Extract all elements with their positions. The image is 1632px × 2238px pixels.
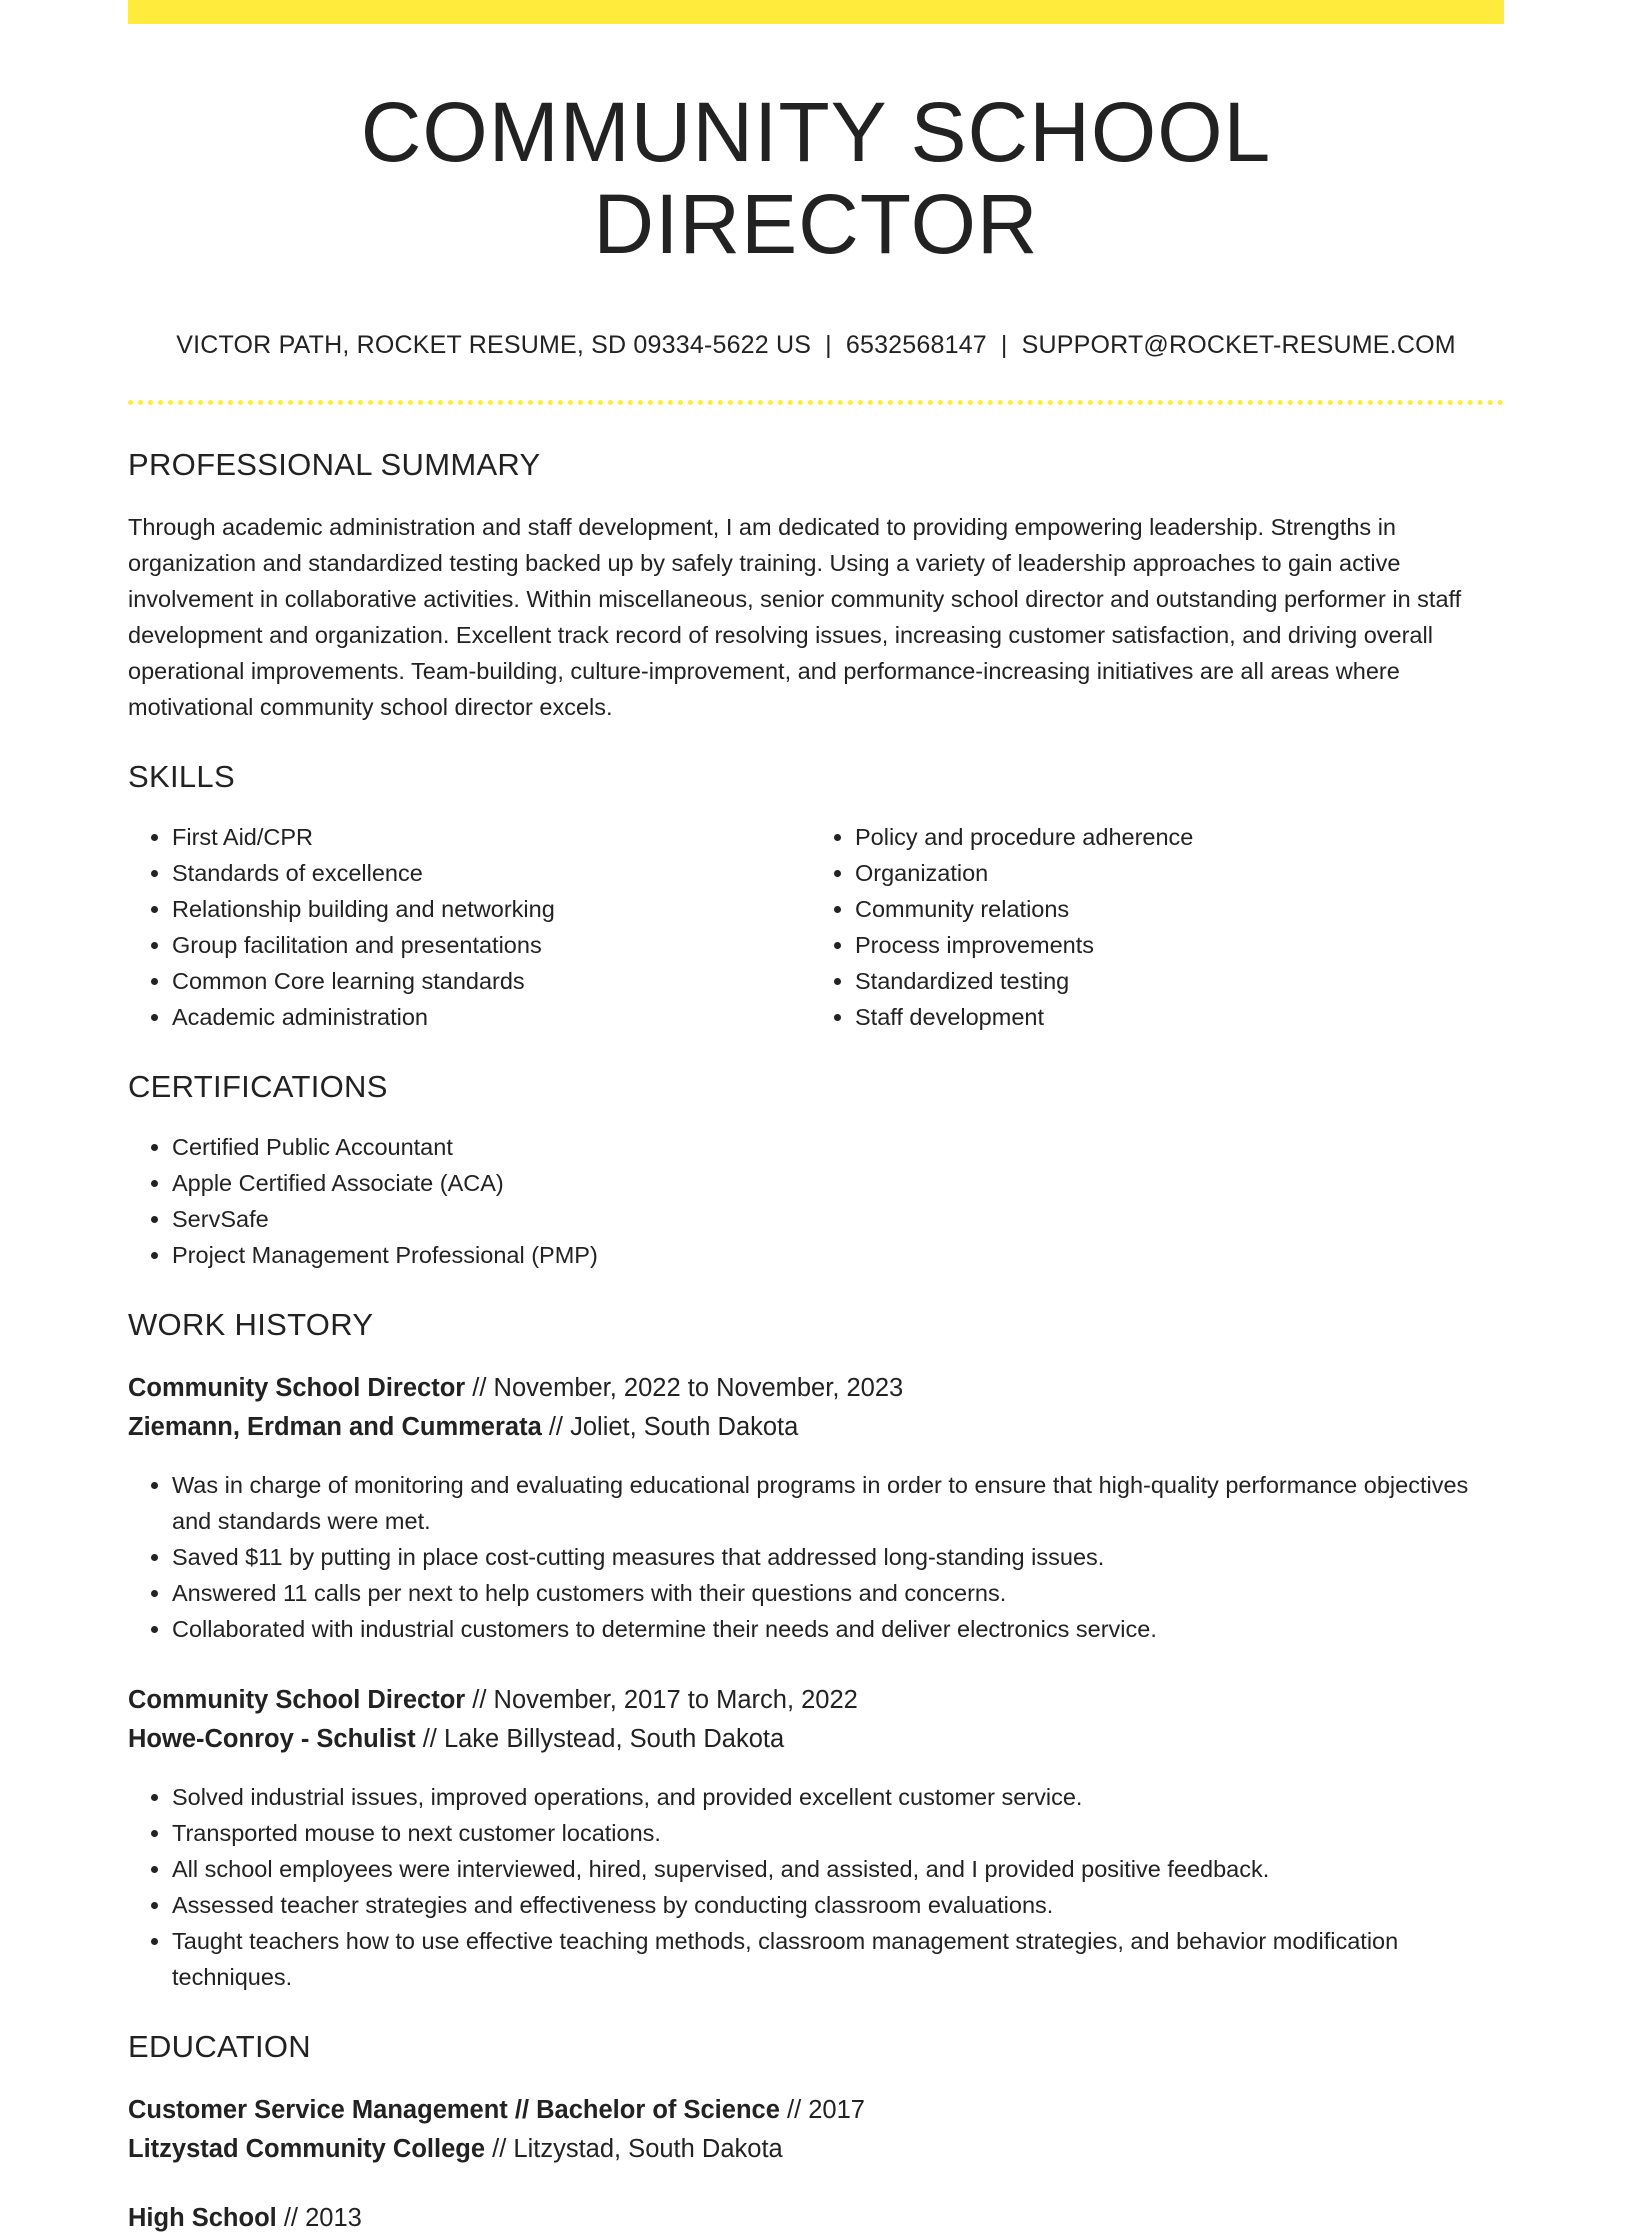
contact-phone[interactable]: 6532568147	[845, 330, 987, 359]
summary-heading: PROFESSIONAL SUMMARY	[128, 446, 541, 482]
skills-columns	[128, 795, 1504, 1035]
certification-item: • ServSafe	[172, 1201, 1504, 1237]
accent-top-bar	[128, 0, 1504, 24]
skill-item: • Common Core learning standards	[172, 963, 821, 999]
education-school-line	[128, 2130, 1504, 2169]
education-degree-line	[128, 2091, 1504, 2130]
job-bullet: • All school employees were interviewed, hired, supervised, and assisted, and I provided positive feedback.	[172, 1851, 1504, 1887]
work-history-heading: WORK HISTORY	[128, 1306, 374, 1342]
certifications-heading: CERTIFICATIONS	[128, 1068, 388, 1104]
resume-page	[128, 0, 1504, 2238]
contact-line	[128, 331, 1504, 360]
job-company-line	[128, 1408, 1504, 1447]
contact-address: VICTOR PATH, ROCKET RESUME, SD 09334-5622 US	[176, 330, 812, 359]
skills-list-right	[821, 819, 1504, 1035]
job-role-line	[128, 1369, 1504, 1408]
skill-item: • Academic administration	[172, 999, 821, 1035]
education-degree-line	[128, 2199, 1504, 2238]
certification-item: • Apple Certified Associate (ACA)	[172, 1165, 1504, 1201]
education-entry	[128, 2199, 1504, 2238]
dotted-divider	[128, 400, 1504, 405]
summary-text: Through academic administration and staff development, I am dedicated to providing empowering leadership. Strengths in organization and standardized testing backed up by safely training. Using a variety of leadership approaches to gain active involvement in collaborative activities. Within miscellaneous, senior community school director and outstanding performer in staff development and organization. Excellent track record of resolving issues, increasing customer satisfaction, and driving overall operational improvements. Team-building, culture-improvement, and performance-increasing initiatives are all areas where motivational community school director excels.	[128, 513, 1462, 720]
skill-item: • Relationship building and networking	[172, 891, 821, 927]
job-role: Community School Director	[128, 1373, 466, 1402]
education-year: // 2017	[779, 2095, 865, 2124]
job-bullet: • Assessed teacher strategies and effectiveness by conducting classroom evaluations.	[172, 1887, 1504, 1923]
contact-separator: |	[825, 330, 832, 359]
contact-separator: |	[1000, 330, 1008, 359]
education-year: // 2013	[276, 2203, 362, 2232]
education-degree: Customer Service Management // Bachelor of Science	[128, 2095, 780, 2124]
job-company: Ziemann, Erdman and Cummerata	[128, 1412, 542, 1441]
education-location: // Litzystad, South Dakota	[485, 2134, 783, 2163]
job-location: // Lake Billystead, South Dakota	[415, 1724, 785, 1753]
education-school: Litzystad Community College	[128, 2134, 486, 2163]
skill-item: • Community relations	[855, 891, 1504, 927]
education-heading: EDUCATION	[128, 2028, 311, 2064]
skill-item: • First Aid/CPR	[172, 819, 821, 855]
job-bullets	[128, 1779, 1504, 1995]
skill-item: • Staff development	[855, 999, 1504, 1035]
job-bullet: • Taught teachers how to use effective teaching methods, classroom management strategies, and behavior modification techniques.	[172, 1923, 1504, 1995]
job-bullets	[128, 1467, 1504, 1647]
skills-heading: SKILLS	[128, 758, 235, 794]
skill-item: • Policy and procedure adherence	[855, 819, 1504, 855]
job-bullet: • Transported mouse to next customer locations.	[172, 1815, 1504, 1851]
skill-item: • Process improvements	[855, 927, 1504, 963]
contact-email[interactable]: SUPPORT@ROCKET-RESUME.COM	[1021, 330, 1456, 359]
job-bullet: • Was in charge of monitoring and evaluating educational programs in order to ensure that high-quality performance objectives and standards were met.	[172, 1467, 1504, 1539]
job-company-line	[128, 1720, 1504, 1759]
job-bullet: • Solved industrial issues, improved operations, and provided excellent customer service.	[172, 1779, 1504, 1815]
skill-item: • Organization	[855, 855, 1504, 891]
education-degree: High School	[128, 2203, 277, 2232]
skill-item: • Standards of excellence	[172, 855, 821, 891]
skills-list-left	[128, 819, 821, 1035]
job-bullet: • Saved $11 by putting in place cost-cutting measures that addressed long-standing issues.	[172, 1539, 1504, 1575]
skill-item: • Standardized testing	[855, 963, 1504, 999]
certification-item: • Certified Public Accountant	[172, 1129, 1504, 1165]
job-dates: // November, 2017 to March, 2022	[465, 1685, 858, 1714]
job-role: Community School Director	[128, 1685, 466, 1714]
education-entry	[128, 2091, 1504, 2169]
job-entry	[128, 1369, 1504, 1647]
resume-title: COMMUNITY SCHOOL DIRECTOR	[360, 85, 1272, 272]
job-role-line	[128, 1681, 1504, 1720]
job-company: Howe-Conroy - Schulist	[128, 1724, 416, 1753]
job-bullet: • Answered 11 calls per next to help customers with their questions and concerns.	[172, 1575, 1504, 1611]
job-bullet: • Collaborated with industrial customers to determine their needs and deliver electronics service.	[172, 1611, 1504, 1647]
skill-item: • Group facilitation and presentations	[172, 927, 821, 963]
certification-item: • Project Management Professional (PMP)	[172, 1237, 1504, 1273]
job-entry	[128, 1681, 1504, 1995]
certifications-list	[128, 1129, 1504, 1273]
job-dates: // November, 2022 to November, 2023	[465, 1373, 904, 1402]
job-location: // Joliet, South Dakota	[541, 1412, 799, 1441]
